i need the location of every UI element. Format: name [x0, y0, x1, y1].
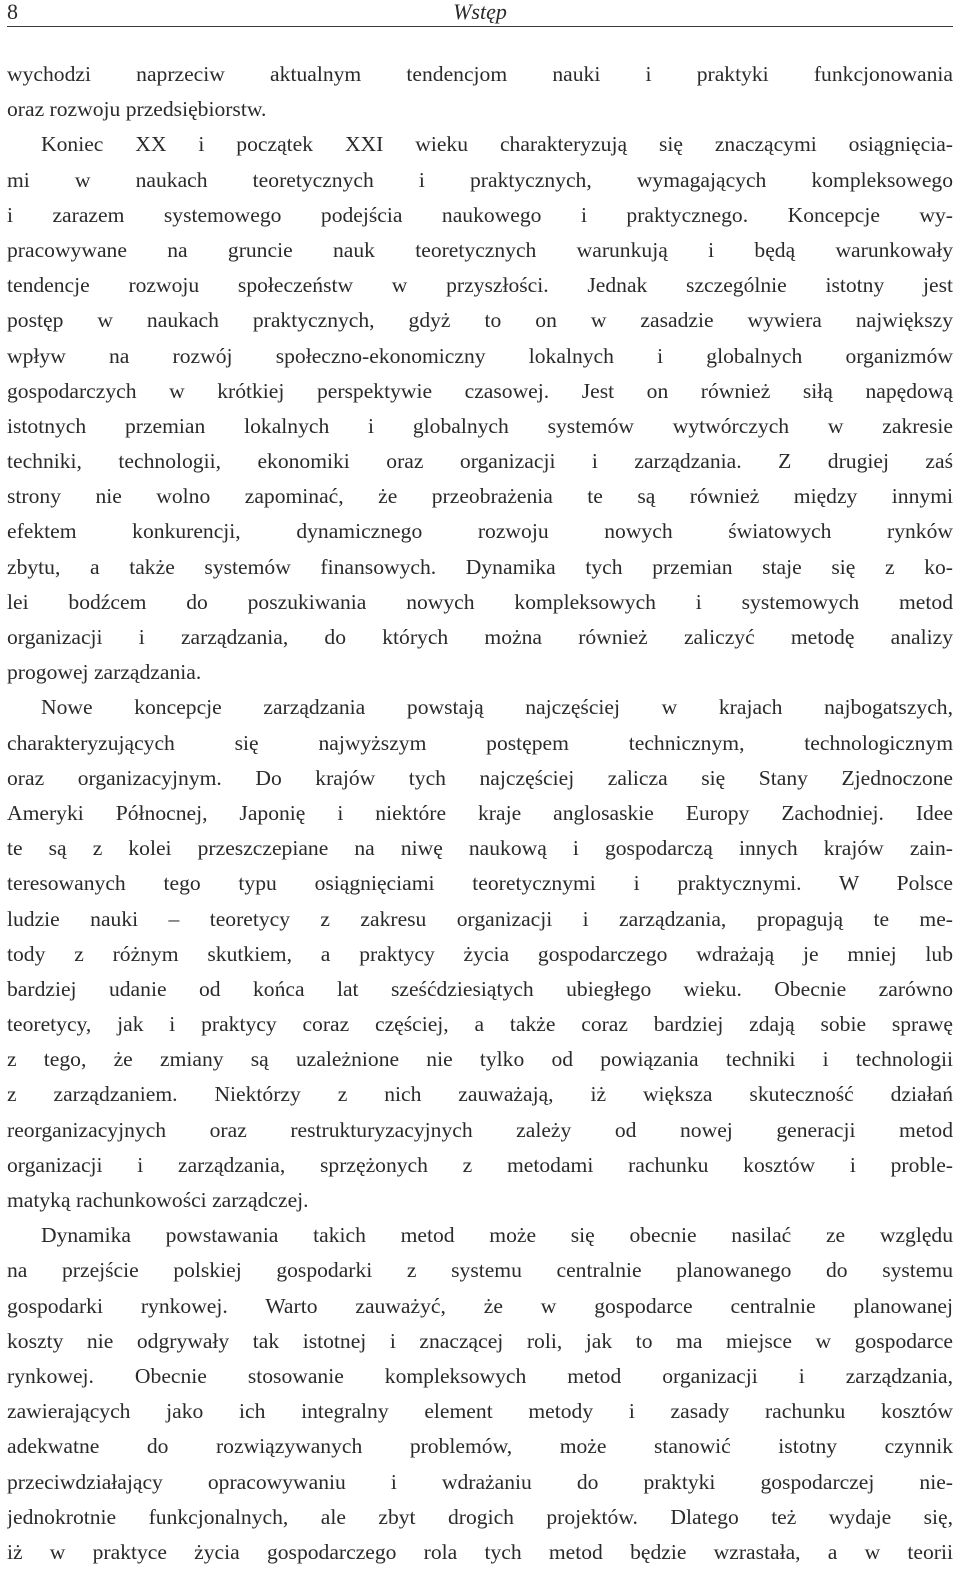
text-line: oraz rozwoju przedsiębiorstw.: [7, 97, 267, 122]
text-line: z zarządzaniem. Niektórzy z nich zauważają, iż większa skuteczność działań: [7, 1082, 953, 1107]
text-line: wychodzi naprzeciw aktualnym tendencjom nauki i praktyki funkcjonowania: [7, 62, 953, 86]
page-header: [7, 0, 953, 27]
text-line: iż w praktyce życia gospodarczego rola tych metod będzie wzrastała, a w teorii: [7, 1539, 953, 1564]
text-line: efektem konkurencji, dynamicznego rozwoju nowych światowych rynków: [7, 519, 953, 544]
page-number: 8: [7, 0, 18, 24]
text-line: techniki, technologii, ekonomiki oraz organizacji i zarządzania. Z drugiej zaś: [7, 449, 953, 474]
text-line: strony nie wolno zapominać, że przeobrażenia te są również między innymi: [7, 484, 953, 509]
text-line: lei bodźcem do poszukiwania nowych kompleksowych i systemowych metod: [7, 589, 953, 614]
text-line: teresowanych tego typu osiągnięciami teoretycznymi i praktycznymi. W Polsce: [7, 871, 953, 896]
text-line: rynkowej. Obecnie stosowanie kompleksowych metod organizacji i zarządzania,: [7, 1363, 953, 1388]
text-line: i zarazem systemowego podejścia naukowego i praktycznego. Koncepcje wy-: [7, 202, 953, 227]
text-line: zawierających jako ich integralny element metody i zasady rachunku kosztów: [7, 1399, 953, 1424]
text-line: wpływ na rozwój społeczno-ekonomiczny lokalnych i globalnych organizmów: [7, 343, 953, 368]
text-line: charakteryzujących się najwyższym postępem technicznym, technologicznym: [7, 730, 953, 755]
text-line: postęp w naukach praktycznych, gdyż to on w zasadzie wywiera największy: [7, 308, 953, 333]
text-line: zbytu, a także systemów finansowych. Dynamika tych przemian staje się z ko-: [7, 554, 953, 579]
text-line: Dynamika powstawania takich metod może się obecnie nasilać ze względu: [41, 1223, 953, 1248]
text-line: jednokrotnie funkcjonalnych, ale zbyt drogich projektów. Dlatego też wydaje się,: [7, 1504, 953, 1529]
text-line: organizacji i zarządzania, do których można również zaliczyć metodę analizy: [7, 625, 953, 649]
body-text: [7, 57, 953, 1570]
text-line: na przejście polskiej gospodarki z systemu centralnie planowanego do systemu: [7, 1258, 953, 1283]
text-line: gospodarki rynkowej. Warto zauważyć, że w gospodarce centralnie planowanej: [7, 1293, 953, 1318]
text-line: gospodarczych w krótkiej perspektywie czasowej. Jest on również siłą napędową: [7, 378, 953, 403]
text-line: istotnych przemian lokalnych i globalnych systemów wytwórczych w zakresie: [7, 413, 953, 438]
text-line: bardziej udanie od końca lat sześćdziesiątych ubiegłego wieku. Obecnie zarówno: [7, 976, 953, 1001]
text-line: teoretycy, jak i praktycy coraz częściej, a także coraz bardziej zdają sobie sprawę: [7, 1012, 953, 1037]
text-line: przeciwdziałający opracowywaniu i wdrażaniu do praktyki gospodarczej nie-: [7, 1469, 953, 1494]
text-line: koszty nie odgrywały tak istotnej i znaczącej roli, jak to ma miejsce w gospodarce: [7, 1328, 953, 1353]
running-title: Wstęp: [453, 0, 507, 24]
text-line: mi w naukach teoretycznych i praktycznych, wymagających kompleksowego: [7, 167, 953, 192]
text-line: te są z kolei przeszczepiane na niwę naukową i gospodarczą innych krajów zain-: [7, 836, 953, 861]
text-line: tody z różnym skutkiem, a praktycy życia gospodarczego wdrażają je mniej lub: [7, 941, 953, 966]
text-line: progowej zarządzania.: [7, 660, 202, 685]
text-line: z tego, że zmiany są uzależnione nie tylko od powiązania techniki i technologii: [7, 1047, 953, 1072]
text-line: organizacji i zarządzania, sprzężonych z metodami rachunku kosztów i proble-: [7, 1152, 953, 1177]
text-line: Koniec XX i początek XXI wieku charakteryzują się znaczącymi osiągnięcia-: [41, 132, 953, 157]
text-line: Ameryki Północnej, Japonię i niektóre kraje anglosaskie Europy Zachodniej. Idee: [7, 800, 953, 825]
text-line: ludzie nauki – teoretycy z zakresu organizacji i zarządzania, propagują te me-: [7, 906, 953, 931]
text-line: pracowywane na gruncie nauk teoretycznych warunkują i będą warunkowały: [7, 237, 953, 262]
text-line: adekwatne do rozwiązywanych problemów, może stanowić istotny czynnik: [7, 1434, 953, 1459]
text-line: reorganizacyjnych oraz restrukturyzacyjnych zależy od nowej generacji metod: [7, 1117, 953, 1142]
text-line: Nowe koncepcje zarządzania powstają najczęściej w krajach najbogatszych,: [41, 695, 953, 720]
text-line: oraz organizacyjnym. Do krajów tych najczęściej zalicza się Stany Zjednoczone: [7, 765, 953, 790]
text-line: matyką rachunkowości zarządczej.: [7, 1188, 309, 1212]
text-line: tendencje rozwoju społeczeństw w przyszłości. Jednak szczególnie istotny jest: [7, 273, 953, 298]
